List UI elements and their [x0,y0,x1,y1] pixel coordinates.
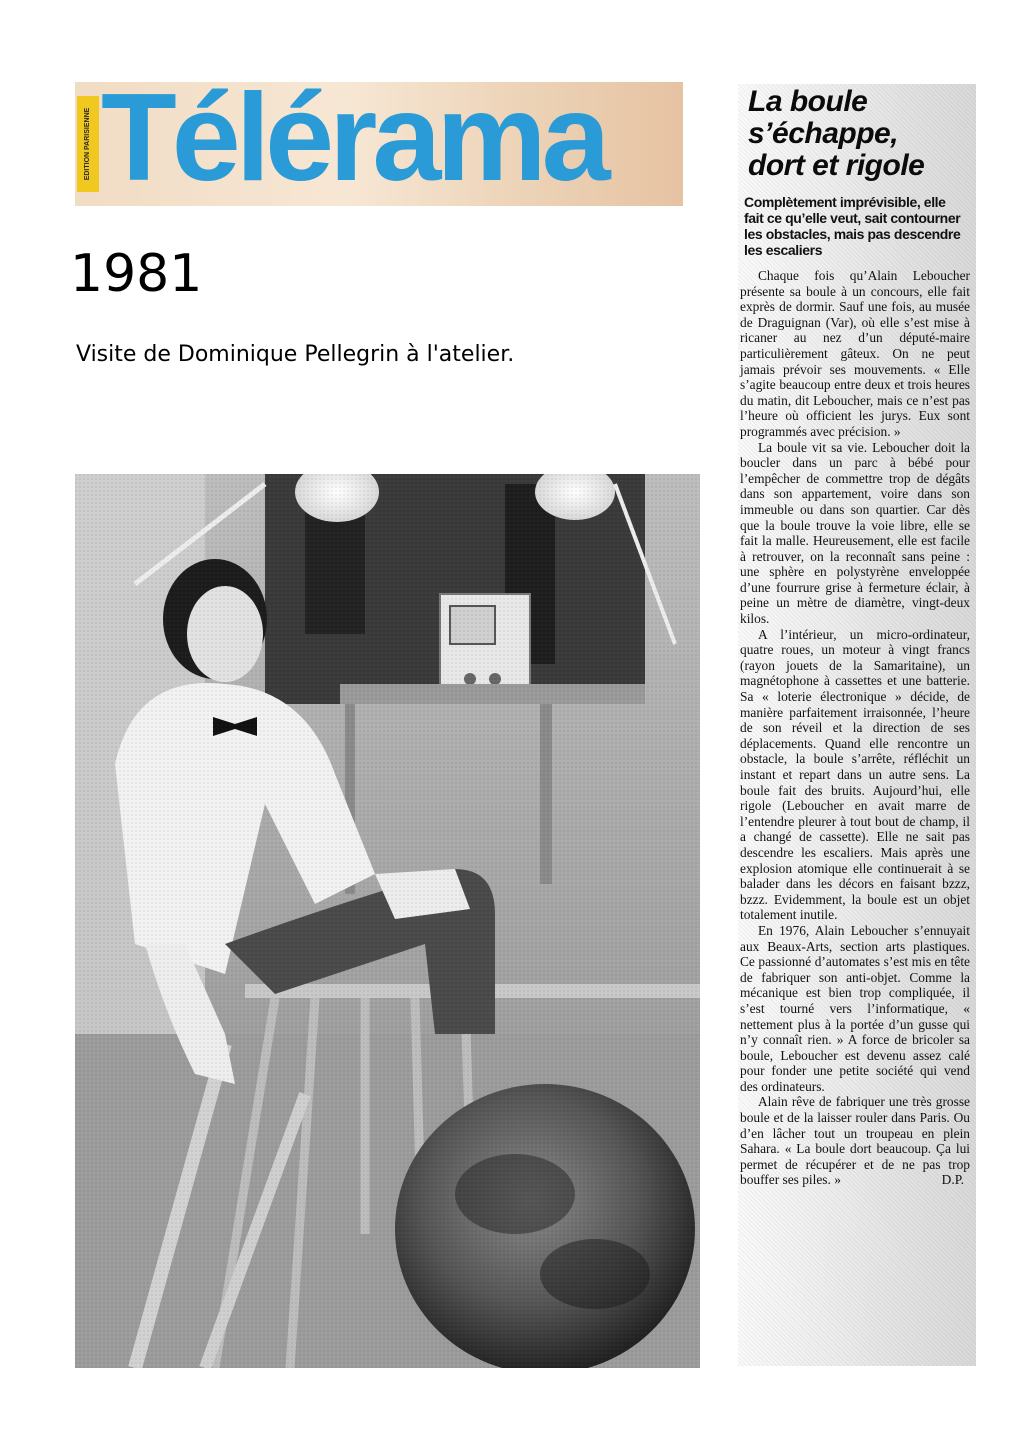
workshop-photo [75,474,700,1368]
masthead-title: Télérama [101,82,606,206]
article-headline [748,86,976,182]
headline-line: s’échappe, [748,117,899,150]
article-standfirst: Complètement imprévisible, elle fait ce qu’elle veut, sait contourner les obstacles, mais pas descendre les escaliers [744,194,961,258]
headline-line: La boule [748,85,868,118]
article-paragraph [740,1094,970,1188]
edition-label: EDITION PARISIENNE [77,96,99,192]
headline-line: dort et rigole [748,149,925,182]
telerama-masthead [75,82,683,206]
year-heading: 1981 [70,244,203,304]
photo-illustration [75,474,700,1368]
article-paragraph: La boule vit sa vie. Leboucher doit la boucler dans un parc à bébé pour l’empêcher de commettre trop de dégâts dans son appartement, voire dans son immeuble ou dans son quartier. Car dès que la boule trouve la voie libre, elle se fait la malle. Heureusement, elle est facile à retrouver, on la reconnaît sans peine : une sphère en polystyrène enveloppée d’une fourrure grise à fermeture éclair, à peine un mètre de diamètre, vingt-deux kilos. [740,439,970,627]
newspaper-article [738,84,976,1366]
article-paragraph: Chaque fois qu’Alain Leboucher présente sa boule à un concours, elle fait exprès de dormir. Sauf une fois, au musée de Draguignan (Var), où elle s’est mise à ricaner au nez d’un député-maire particulièrement gâteux. On ne peut jamais prévoir ses mouvements. « Elle s’agite beaucoup entre deux et trois heures du matin, dit Leboucher, mais ce n’est pas l’heure où officient les jurys. Eux sont programmés avec précision. » [740,268,970,439]
article-body [740,268,970,1188]
article-paragraph: A l’intérieur, un micro-ordinateur, quatre roues, un moteur à vingt francs (rayon jouets de la Samaritaine), un magnétophone à cassettes et une batterie. Sa « loterie électronique » décide, de manière parfaitement irraisonnée, l’heure de son réveil et la direction de ses déplacements. Quand elle rencontre un obstacle, la boule s’arrête, réfléchit un instant et repart dans un autre sens. La boule fait des bruits. Aujourd’hui, elle rigole (Leboucher en avait marre de l’entendre pleurer à tout bout de champ, il a changé de cassette). Elle ne sait pas descendre les escaliers. Mais après une explosion atomique elle continuerait à se balader dans les décors en faisant bzzz, bzzz. Evidemment, la boule est un objet totalement inutile. [740,626,970,923]
article-signature: D.P. [941,1172,964,1188]
last-paragraph-text: Alain rêve de fabriquer une très grosse boule et de la laisser rouler dans Paris. Ou d’en lâcher tout un troupeau en plein Sahara. « La boule dort beaucoup. Ça lui permet de récupérer et de ne pas trop bouffer ses piles. » [740,1094,970,1188]
article-paragraph: En 1976, Alain Leboucher s’ennuyait aux Beaux-Arts, section arts plastiques. Ce passionné d’automates s’est mis en tête de fabriquer son anti-objet. Comme la mécanique est bien trop compliquée, il s’est tourné vers l’informatique, « nettement plus à la portée d’un gusse qui n’y connaît rien. » A force de bricoler sa boule, Leboucher est devenu assez calé pour fonder une petite société qui vend des ordinateurs. [740,922,970,1094]
photo-caption: Visite de Dominique Pellegrin à l'atelier. [76,342,515,367]
